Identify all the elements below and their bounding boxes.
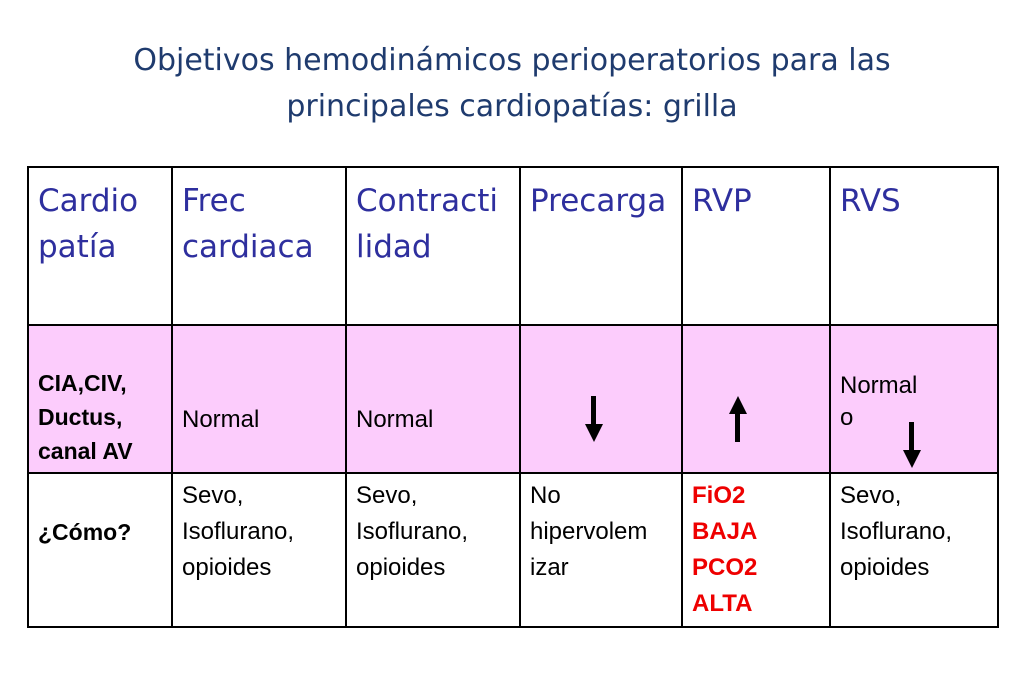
row2-precarga-line: No: [530, 482, 561, 509]
row2-contract-line: Isoflurano,: [356, 518, 469, 545]
row1-rvs-line: Normal: [840, 372, 918, 399]
hemodynamic-grid-table: [27, 166, 999, 628]
row2-rvs-line: Sevo,: [840, 482, 902, 509]
row1-label-line: CIA,CIV,: [38, 370, 127, 396]
row2-rvp-line: PCO2: [692, 554, 758, 581]
slide-title: [0, 38, 1024, 130]
row1-contract-cell: [346, 325, 520, 473]
row1-label-line: Ductus,: [38, 404, 123, 430]
down-arrow-icon: [901, 422, 923, 468]
title-line-1: Objetivos hemodinámicos perioperatorios para las: [133, 43, 891, 78]
row2-rvp-cell: [682, 473, 830, 627]
row2-frec-cell: [172, 473, 346, 627]
row2-frec-line: opioides: [182, 554, 272, 581]
row2-frec-line: Sevo,: [182, 482, 244, 509]
row2-rvs-line: opioides: [840, 554, 930, 581]
row2-precarga-line: hipervolem: [530, 518, 648, 545]
row1-rvs-line: o: [840, 404, 854, 431]
header-rvs: RVS: [830, 167, 998, 325]
row2-contract-cell: [346, 473, 520, 627]
header-rvp: RVP: [682, 167, 830, 325]
row1-frec-value: Normal: [182, 406, 260, 433]
row2-frec-line: Isoflurano,: [182, 518, 295, 545]
row1-label-cell: [28, 325, 172, 473]
row2-label-cell: [28, 473, 172, 627]
header-precarga: Precarga: [520, 167, 682, 325]
row2-rvs-cell: [830, 473, 998, 627]
row2-rvp-line: BAJA: [692, 518, 758, 545]
row1-precarga-cell: [520, 325, 682, 473]
row1-contract-value: Normal: [356, 406, 434, 433]
row2-precarga-line: izar: [530, 554, 569, 581]
row2-contract-line: opioides: [356, 554, 446, 581]
row2-contract-line: Sevo,: [356, 482, 418, 509]
title-line-2: principales cardiopatías: grilla: [286, 89, 738, 124]
row2-rvs-line: Isoflurano,: [840, 518, 953, 545]
header-contractilidad: Contracti lidad: [346, 167, 520, 325]
up-arrow-icon: [727, 396, 749, 442]
down-arrow-icon: [583, 396, 605, 442]
header-row: [28, 167, 998, 325]
header-frec-cardiaca: Frec cardiaca: [172, 167, 346, 325]
row1-rvs-cell: [830, 325, 998, 473]
row2-rvp-line: FiO2: [692, 482, 746, 509]
row2-rvp-line: ALTA: [692, 590, 753, 617]
row1-frec-cell: [172, 325, 346, 473]
row2-label: ¿Cómo?: [38, 519, 132, 545]
row1-label-line: canal AV: [38, 438, 133, 464]
row2-precarga-cell: [520, 473, 682, 627]
table-row: [28, 473, 998, 627]
table-row: [28, 325, 998, 473]
row1-rvp-cell: [682, 325, 830, 473]
header-cardiopatia: Cardio patía: [28, 167, 172, 325]
